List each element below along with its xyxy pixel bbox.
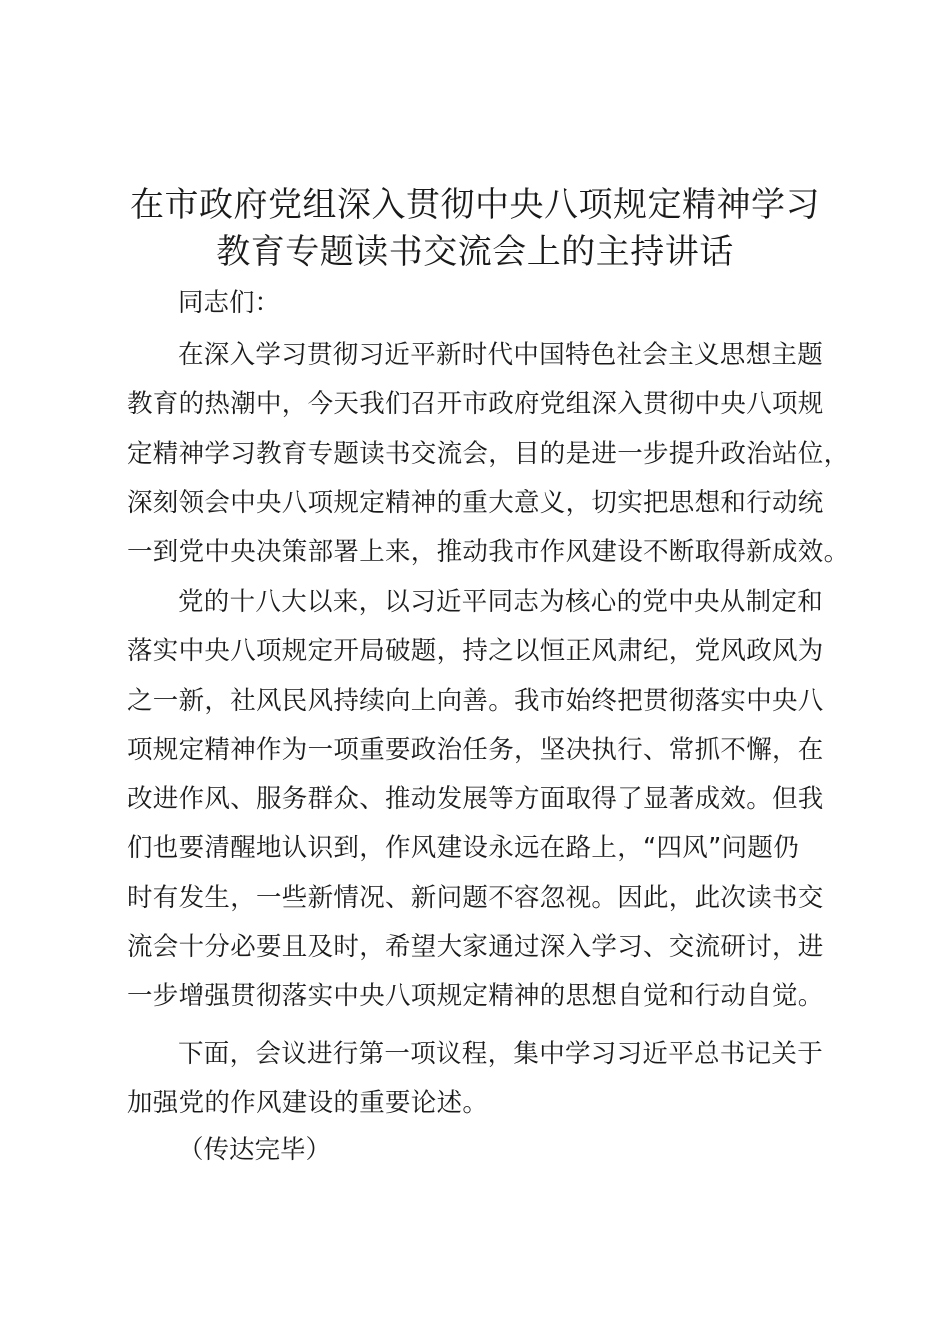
paragraph-2 — [127, 578, 832, 1022]
title-line-2: 教育专题读书交流会上的主持讲话 — [216, 232, 734, 272]
paragraph-line: 深刻领会中央八项规定精神的重大意义，切实把思想和行动统 — [127, 487, 824, 518]
paragraph-line: 们也要清醒地认识到，作风建设永远在路上，“四风”问题仍 — [127, 833, 800, 864]
paragraph-line: 在深入学习贯彻习近平新时代中国特色社会主义思想主题 — [178, 340, 824, 370]
paragraph-line: 下面，会议进行第一项议程，集中学习习近平总书记关于 — [178, 1039, 824, 1069]
paragraph-line: 党的十八大以来，以习近平同志为核心的党中央从制定和 — [178, 587, 824, 617]
paragraph-line: 之一新，社风民风持续向上向善。我市始终把贯彻落实中央八 — [127, 685, 824, 716]
paragraph-line: 教育的热潮中，今天我们召开市政府党组深入贯彻中央八项规 — [127, 389, 824, 420]
paragraph-line: 时有发生，一些新情况、新问题不容忽视。因此，此次读书交 — [127, 882, 824, 913]
paragraph-line: 一到党中央决策部署上来，推动我市作风建设不断取得新成效。 — [127, 537, 850, 568]
paragraph-line: 加强党的作风建设的重要论述。 — [127, 1088, 489, 1119]
document-title — [100, 182, 850, 276]
closing-note: （传达完毕） — [178, 1135, 332, 1165]
paragraph-line: 落实中央八项规定开局破题，持之以恒正风肃纪，党风政风为 — [127, 636, 824, 667]
paragraph-3 — [127, 1030, 832, 1129]
paragraph-line: 定精神学习教育专题读书交流会，目的是进一步提升政治站位， — [127, 438, 850, 469]
paragraph-1 — [127, 331, 850, 577]
paragraph-line: 项规定精神作为一项重要政治任务，坚决执行、常抓不懈，在 — [127, 734, 824, 765]
paragraph-line: 流会十分必要且及时，希望大家通过深入学习、交流研讨，进 — [127, 932, 824, 963]
title-line-1: 在市政府党组深入贯彻中央八项规定精神学习 — [130, 185, 820, 225]
salutation: 同志们： — [178, 288, 281, 318]
paragraph-line: 改进作风、服务群众、推动发展等方面取得了显著成效。但我 — [127, 784, 824, 815]
paragraph-line: 一步增强贯彻落实中央八项规定精神的思想自觉和行动自觉。 — [127, 981, 824, 1012]
